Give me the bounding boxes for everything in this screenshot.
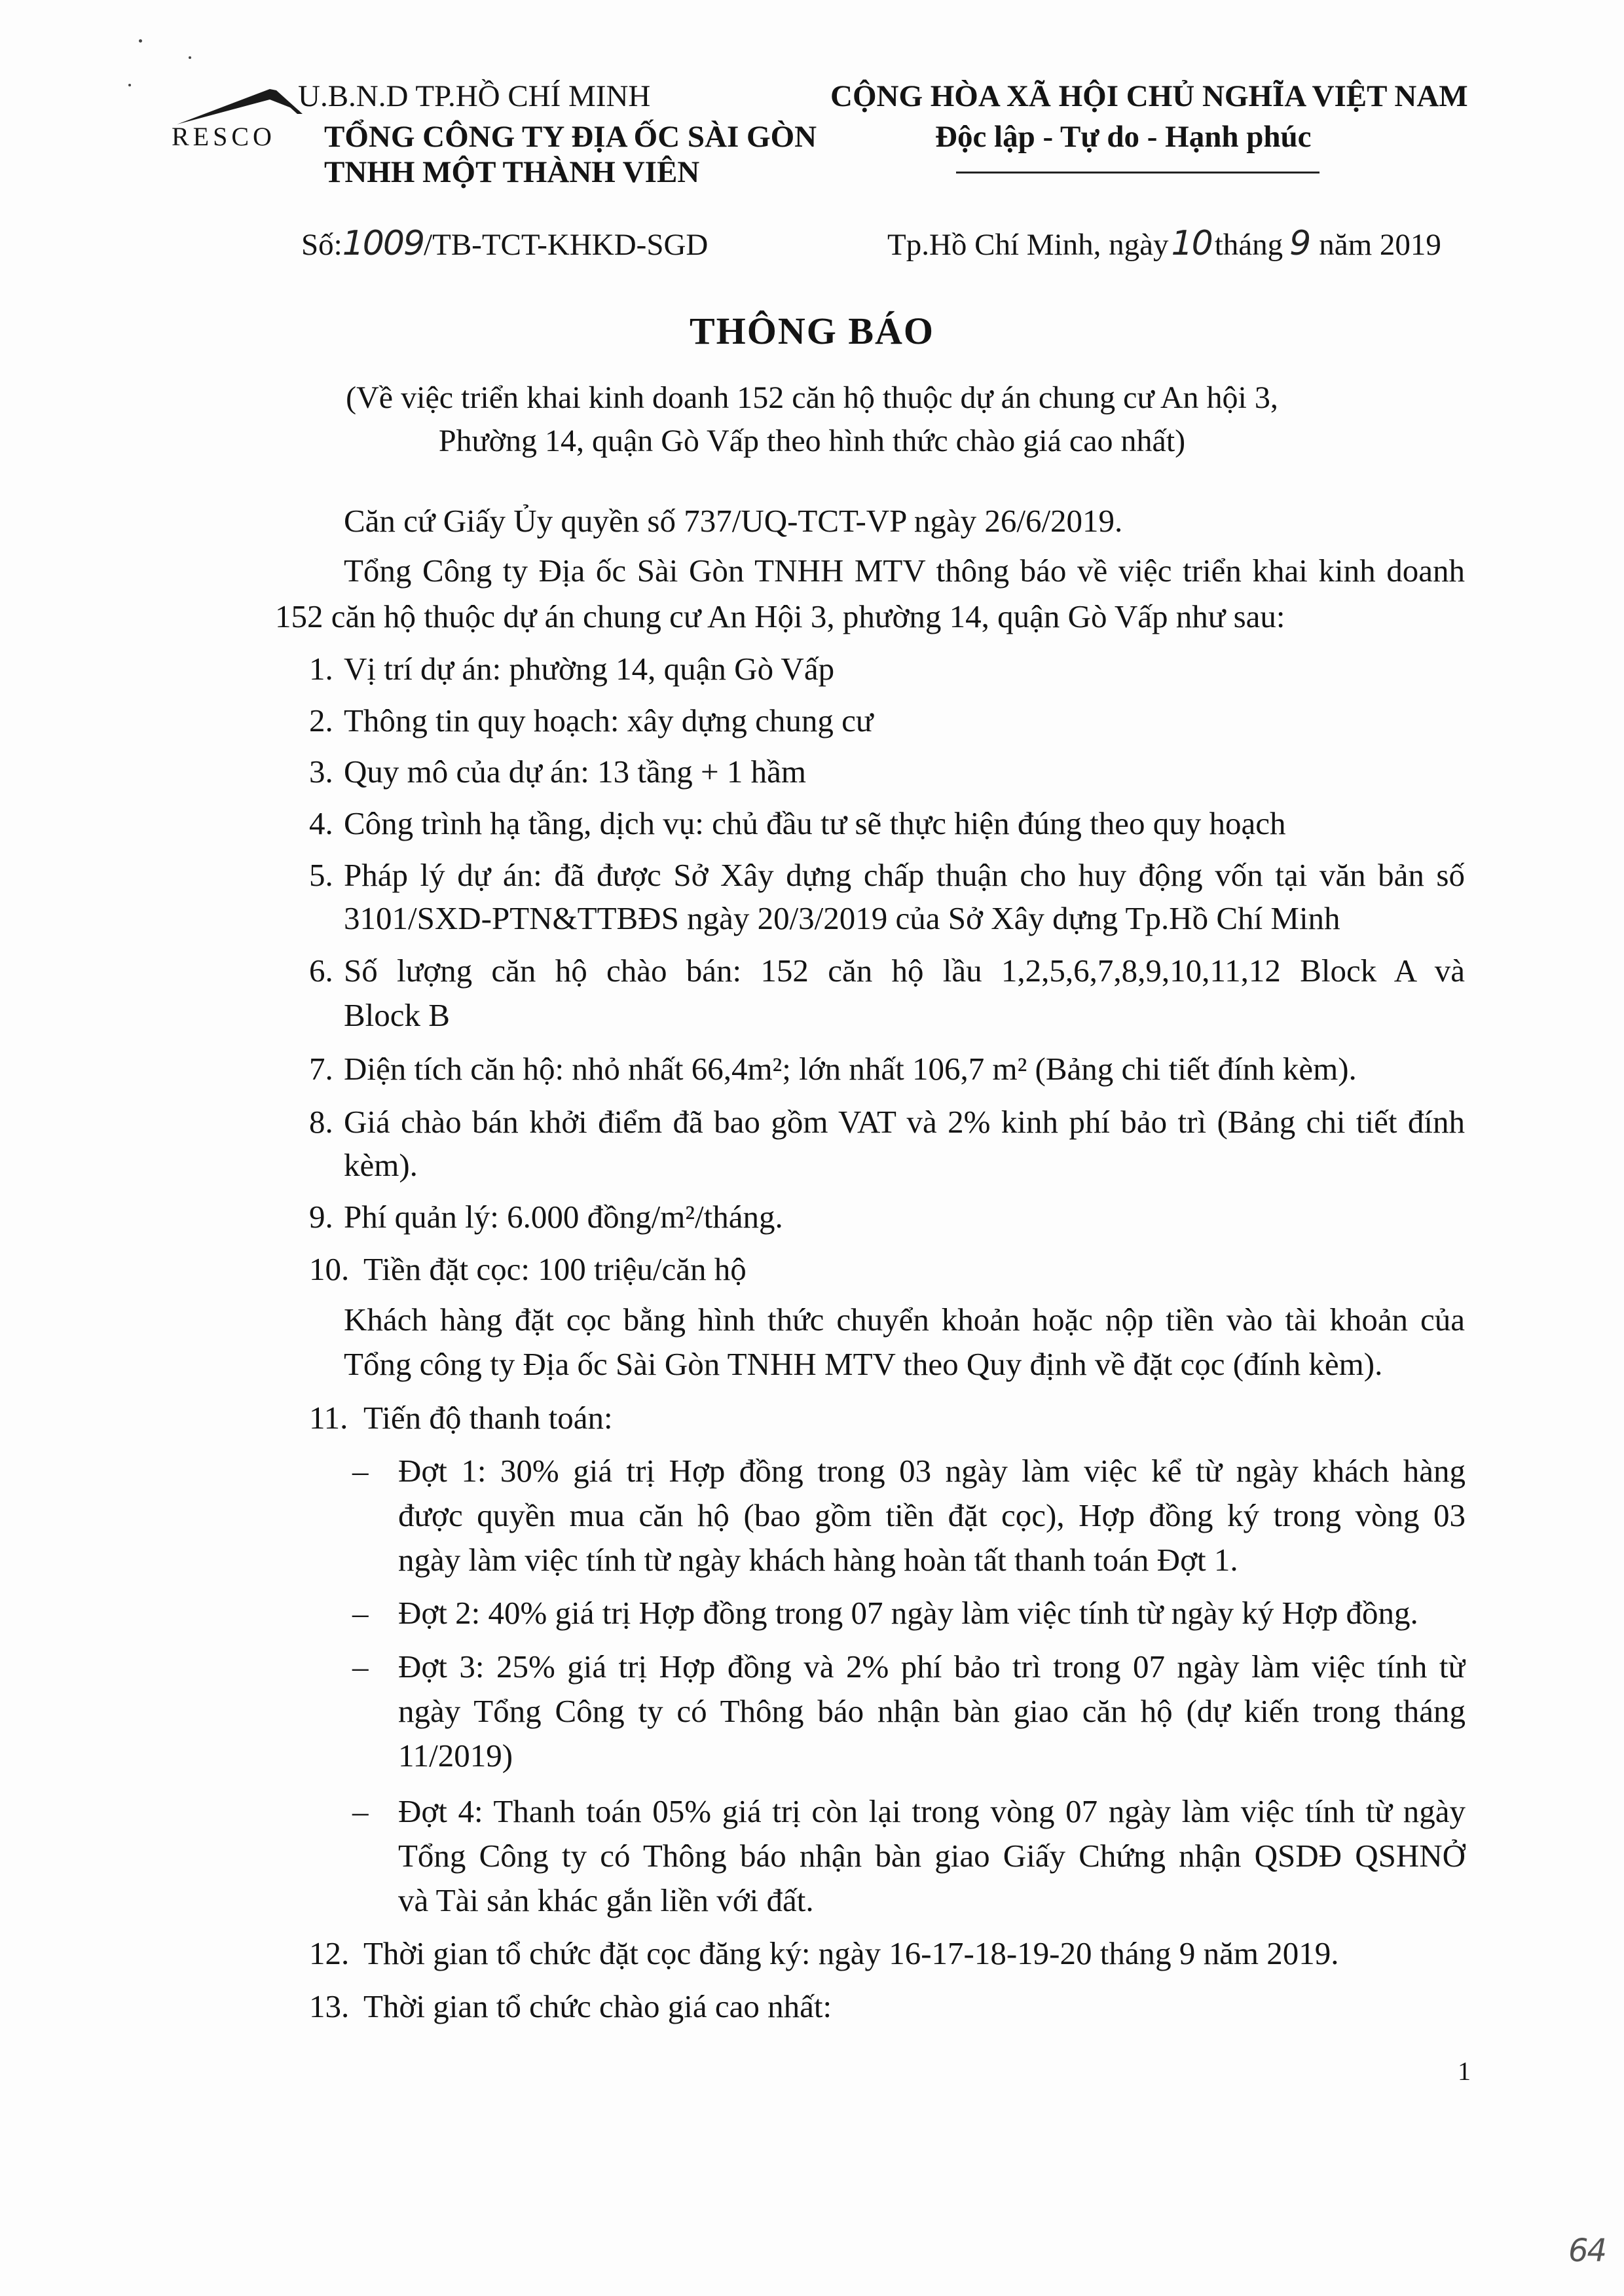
item-1-text: Vị trí dự án: phường 14, quận Gò Vấp [344, 651, 835, 687]
logo-text: RESCO [172, 122, 276, 151]
item-9-num: 9. [309, 1199, 333, 1235]
item-5-num: 5. [309, 857, 333, 893]
doc-number-suffix: /TB-TCT-KHKD-SGD [424, 228, 709, 262]
doc-number-handwritten: 1009 [342, 224, 424, 263]
page-number: 1 [1458, 2056, 1471, 2086]
subtitle-line1: (Về việc triển khai kinh doanh 152 căn hộ thuộc dự án chung cư An hội 3, [346, 380, 1278, 415]
document-title: THÔNG BÁO [689, 310, 935, 352]
item-6-line2: Block B [344, 997, 450, 1033]
item-8-line1: Giá chào bán khởi điểm đã bao gồm VAT và 2% kinh phí bảo trì (Bảng chi tiết đính [344, 1104, 1465, 1140]
intro-p2-line2: 152 căn hộ thuộc dự án chung cư An Hội 3, phường 14, quận Gò Vấp như sau: [275, 598, 1285, 634]
item-5-line2: 3101/SXD-PTN&TTBĐS ngày 20/3/2019 của Sở Xây dựng Tp.Hồ Chí Minh [344, 900, 1340, 936]
item-7-num: 7. [309, 1051, 333, 1087]
item-6-line1: Số lượng căn hộ chào bán: 152 căn hộ lầu 1,2,5,6,7,8,9,10,11,12 Block A và [344, 953, 1465, 989]
item-4-num: 4. [309, 805, 333, 841]
item-1-num: 1. [309, 651, 333, 687]
payment-4-line3: và Tài sản khác gắn liền với đất. [398, 1882, 814, 1918]
payment-1-line1: Đợt 1: 30% giá trị Hợp đồng trong 03 ngày làm việc kể từ ngày khách hàng [398, 1453, 1466, 1489]
item-7-text: Diện tích căn hộ: nhỏ nhất 66,4m²; lớn nhất 106,7 m² (Bảng chi tiết đính kèm). [344, 1051, 1357, 1087]
date-day-handwritten: 10 [1171, 224, 1212, 263]
date-part1: Tp.Hồ Chí Minh, ngày [887, 228, 1169, 262]
payment-2-line1: Đợt 2: 40% giá trị Hợp đồng trong 07 ngày làm việc tính từ ngày ký Hợp đồng. [398, 1595, 1418, 1631]
item-9-text: Phí quản lý: 6.000 đồng/m²/tháng. [344, 1199, 783, 1235]
header-left-line2: TỔNG CÔNG TY ĐỊA ỐC SÀI GÒN [324, 120, 817, 154]
item-12-num: 12. [309, 1935, 350, 1971]
item-3-num: 3. [309, 754, 333, 790]
payment-1-line2: được quyền mua căn hộ (bao gồm tiền đặt cọc), Hợp đồng ký trong vòng 03 [398, 1497, 1466, 1533]
item-12-text: Thời gian tổ chức đặt cọc đăng ký: ngày 16-17-18-19-20 tháng 9 năm 2019. [363, 1935, 1339, 1971]
item-6-num: 6. [309, 953, 333, 989]
item-10-num: 10. [309, 1251, 350, 1287]
payment-2-dash: – [352, 1595, 369, 1631]
doc-number-prefix: Số: [301, 228, 342, 262]
item-4-text: Công trình hạ tầng, dịch vụ: chủ đầu tư sẽ thực hiện đúng theo quy hoạch [344, 805, 1286, 841]
payment-4-dash: – [352, 1793, 369, 1829]
payment-3-dash: – [352, 1649, 369, 1685]
item-10-line2: Khách hàng đặt cọc bằng hình thức chuyển khoản hoặc nộp tiền vào tài khoản của [344, 1302, 1465, 1338]
item-5-line1: Pháp lý dự án: đã được Sở Xây dựng chấp thuận cho huy động vốn tại văn bản số [344, 857, 1465, 893]
payment-4-line2: Tổng Công ty có Thông báo nhận bàn giao Giấy Chứng nhận QSDĐ QSHNỞ [398, 1838, 1466, 1874]
payment-1-dash: – [352, 1453, 369, 1489]
subtitle-line2: Phường 14, quận Gò Vấp theo hình thức chào giá cao nhất) [438, 424, 1186, 458]
item-2-num: 2. [309, 702, 333, 738]
header-left-line1: U.B.N.D TP.HỒ CHÍ MINH [298, 79, 651, 113]
doc-number [301, 224, 708, 263]
payment-3-line3: 11/2019) [398, 1738, 513, 1774]
scan-speck [128, 84, 131, 86]
item-11-text: Tiến độ thanh toán: [363, 1400, 613, 1436]
header-right-line1: CỘNG HÒA XÃ HỘI CHỦ NGHĨA VIỆT NAM [830, 79, 1468, 113]
item-8-line2: kèm). [344, 1147, 418, 1183]
payment-4-line1: Đợt 4: Thanh toán 05% giá trị còn lại trong vòng 07 ngày làm việc tính từ ngày [398, 1793, 1466, 1829]
header-right-line2: Độc lập - Tự do - Hạnh phúc [935, 120, 1312, 154]
item-10-line1: Tiền đặt cọc: 100 triệu/căn hộ [363, 1251, 747, 1287]
item-8-num: 8. [309, 1104, 333, 1140]
header-underline [956, 172, 1320, 173]
item-13-text: Thời gian tổ chức chào giá cao nhất: [363, 1988, 832, 2024]
date-part3: năm 2019 [1319, 228, 1441, 262]
item-11-num: 11. [309, 1400, 348, 1436]
item-13-num: 13. [309, 1988, 350, 2024]
item-3-text: Quy mô của dự án: 13 tầng + 1 hầm [344, 754, 807, 790]
date-month-handwritten: 9 [1289, 224, 1310, 263]
date-part2: tháng [1214, 228, 1283, 262]
item-2-text: Thông tin quy hoạch: xây dựng chung cư [344, 702, 874, 738]
intro-p1: Căn cứ Giấy Ủy quyền số 737/UQ-TCT-VP ngày 26/6/2019. [344, 503, 1123, 539]
intro-p2-line1: Tổng Công ty Địa ốc Sài Gòn TNHH MTV thông báo về việc triển khai kinh doanh [344, 553, 1465, 589]
date-line [887, 224, 1441, 263]
payment-3-line1: Đợt 3: 25% giá trị Hợp đồng và 2% phí bảo trì trong 07 ngày làm việc tính từ [398, 1649, 1466, 1685]
scan-speck [139, 39, 142, 43]
item-10-line3: Tổng công ty Địa ốc Sài Gòn TNHH MTV theo Quy định về đặt cọc (đính kèm). [344, 1346, 1383, 1382]
payment-3-line2: ngày Tổng Công ty có Thông báo nhận bàn giao căn hộ (dự kiến trong tháng [398, 1693, 1466, 1729]
payment-1-line3: ngày làm việc tính từ ngày khách hàng hoàn tất thanh toán Đợt 1. [398, 1542, 1238, 1578]
scan-speck [189, 56, 191, 59]
margin-note-handwritten: 64 [1568, 2232, 1606, 2269]
header-left-line3: TNHH MỘT THÀNH VIÊN [324, 155, 700, 189]
